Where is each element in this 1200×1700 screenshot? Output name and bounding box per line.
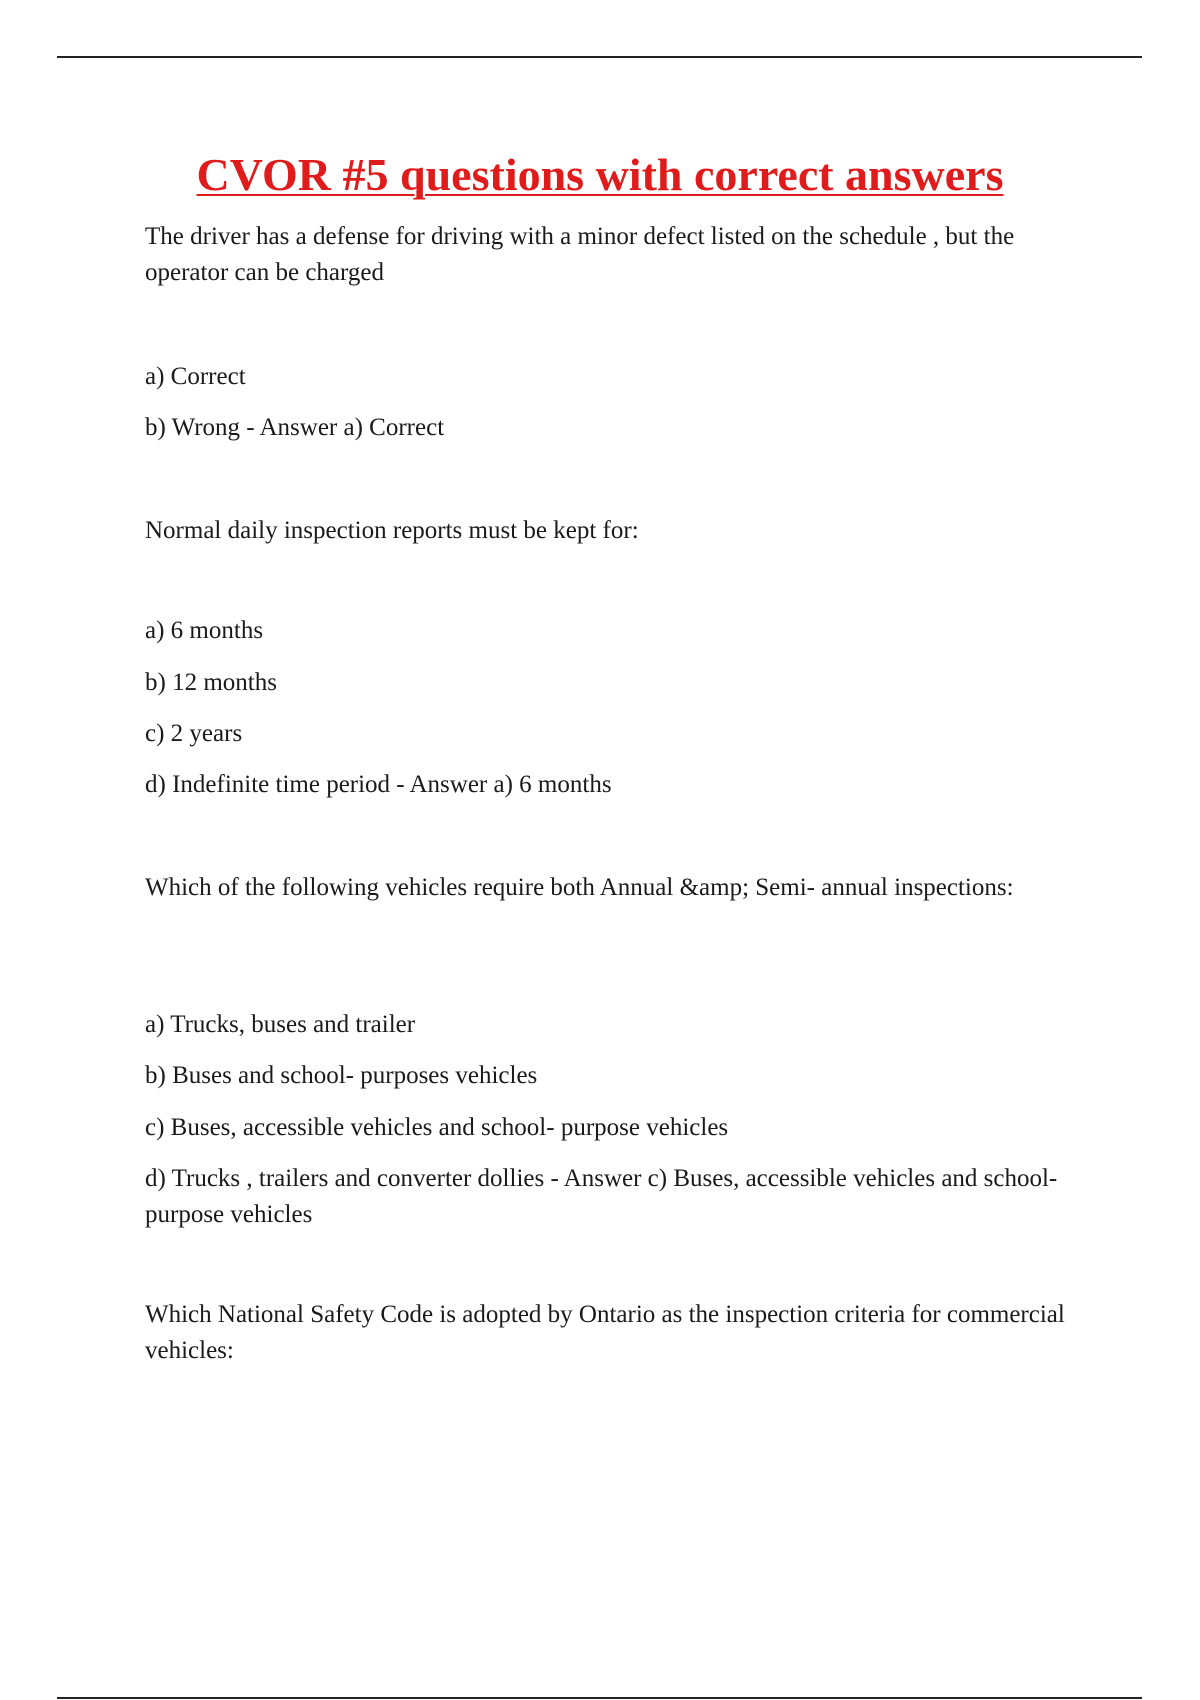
- question-2-option-b: b) 12 months: [145, 669, 277, 696]
- question-3-option-c: c) Buses, accessible vehicles and school- purpose vehicles: [145, 1114, 729, 1141]
- question-3-option-d-answer: d) Trucks , trailers and converter dollies - Answer c) Buses, accessible vehicles and school- purpose vehicles: [145, 1165, 1058, 1228]
- question-3-option-b: b) Buses and school- purposes vehicles: [145, 1062, 538, 1089]
- question-3-text: Which of the following vehicles require both Annual &amp; Semi- annual inspections:: [145, 874, 1014, 901]
- question-2-option-d-answer: d) Indefinite time period - Answer a) 6 months: [145, 771, 612, 798]
- bottom-rule: [57, 1697, 1142, 1699]
- question-1-text: The driver has a defense for driving with a minor defect listed on the schedule , but the operator can be charged: [145, 223, 1015, 286]
- question-2-option-c: c) 2 years: [145, 720, 243, 747]
- top-rule: [57, 56, 1142, 58]
- question-2-text: Normal daily inspection reports must be kept for:: [145, 517, 639, 544]
- question-2-option-a: a) 6 months: [145, 617, 264, 644]
- document-title: CVOR #5 questions with correct answers: [196, 149, 1004, 200]
- question-3-option-a: a) Trucks, buses and trailer: [145, 1011, 416, 1038]
- question-1-option-b-answer: b) Wrong - Answer a) Correct: [145, 414, 445, 441]
- question-4-text: Which National Safety Code is adopted by Ontario as the inspection criteria for commercial vehicles:: [145, 1301, 1065, 1364]
- question-1-option-a: a) Correct: [145, 363, 246, 390]
